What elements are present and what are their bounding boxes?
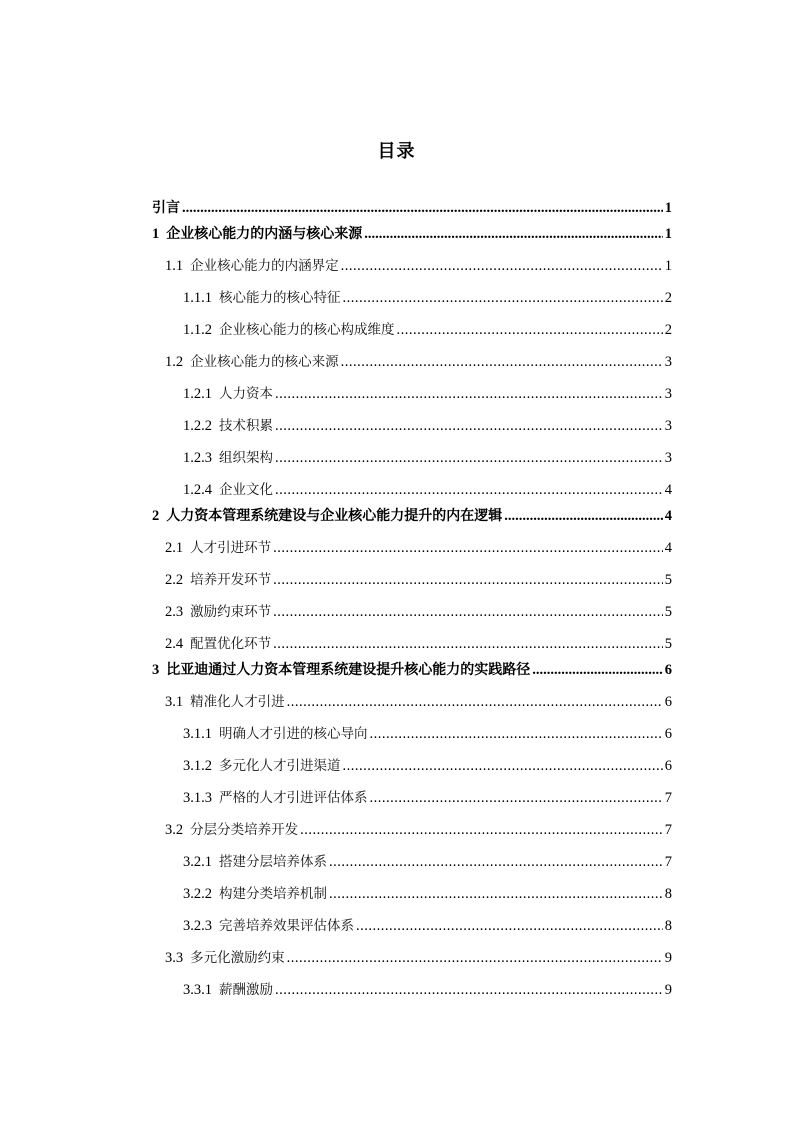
toc-entry-page: 3 [664,450,672,466]
dot-leader [341,257,663,275]
toc-entry-page: 3 [664,418,672,434]
dot-leader [275,449,663,467]
toc-entry-number: 1.1 [165,258,184,274]
toc-entry-page: 4 [664,482,672,498]
toc-entry-page: 4 [664,540,672,556]
toc-entry[interactable] [183,449,672,467]
toc-entry-title: 配置优化环节 [190,636,272,652]
toc-entry[interactable] [165,257,672,275]
dot-leader [275,981,663,999]
toc-entry-number: 3.2.2 [183,886,212,902]
toc-entry-page: 1 [664,258,672,274]
toc-entry-number: 2.1 [165,540,184,556]
toc-entry[interactable] [165,821,672,839]
toc-entry[interactable] [152,661,672,679]
dot-leader [273,571,663,589]
toc-entry-page: 8 [664,886,672,902]
toc-entry-number: 1.1.2 [183,322,212,338]
toc-entry-title: 人力资本 [219,386,273,402]
toc-entry-number: 1 [152,226,160,242]
toc-entry-number: 1.2.4 [183,482,212,498]
dot-leader [329,885,663,903]
dot-leader [329,853,663,871]
toc-entry-page: 8 [664,918,672,934]
toc-entry[interactable] [183,885,672,903]
toc-entry[interactable] [183,789,672,807]
toc-entry-title: 企业核心能力的内涵与核心来源 [166,226,363,242]
toc-entry[interactable] [183,917,672,935]
toc-entry-number: 2.3 [165,604,184,620]
toc-entry-number: 3.1 [165,694,184,710]
toc-entry-title: 培养开发环节 [190,572,272,588]
toc-entry-title: 比亚迪通过人力资本管理系统建设提升核心能力的实践路径 [166,662,531,678]
toc-entry-number: 2.4 [165,636,184,652]
toc-entry[interactable] [165,635,672,653]
toc-entry-number: 3.3.1 [183,982,212,998]
toc-entry-page: 6 [664,726,672,742]
dot-leader [364,225,663,243]
toc-entry[interactable] [183,417,672,435]
toc-entry-title: 企业核心能力的内涵界定 [190,258,339,274]
toc-entry-title: 分层分类培养开发 [190,822,299,838]
toc-entry-title: 严格的人才引进评估体系 [219,790,368,806]
toc-entry-page: 2 [664,290,672,306]
toc-entry-number: 2 [152,508,160,524]
dot-leader [370,725,664,743]
toc-entry-page: 7 [664,854,672,870]
toc-entry[interactable] [165,603,672,621]
toc-entry-number: 1.2 [165,354,184,370]
toc-entry[interactable] [183,289,672,307]
dot-leader [273,635,663,653]
toc-entry-page: 3 [664,386,672,402]
toc-entry-title: 核心能力的核心特征 [219,290,341,306]
dot-leader [287,949,663,967]
dot-leader [356,917,663,935]
toc-entry-number: 3.1.1 [183,726,212,742]
toc-entry-page: 1 [664,226,672,242]
dot-leader [287,693,663,711]
dot-leader [275,481,663,499]
toc-entry-title: 人才引进环节 [190,540,272,556]
dot-leader [504,507,663,525]
dot-leader [275,385,663,403]
toc-entry-page: 9 [664,950,672,966]
page-title: 目录 [377,141,416,162]
dot-leader [273,539,663,557]
toc-entry[interactable] [183,385,672,403]
toc-entry-title: 多元化激励约束 [190,950,285,966]
toc-entry[interactable] [183,481,672,499]
toc-entry-number: 3.1.3 [183,790,212,806]
dot-leader [370,789,664,807]
toc-entry-number: 1.2.2 [183,418,212,434]
toc-entry[interactable] [183,725,672,743]
toc-entry[interactable] [152,199,672,217]
toc-entry-title: 企业核心能力的核心来源 [190,354,339,370]
toc-entry-number: 3.1.2 [183,758,212,774]
toc-entry[interactable] [183,757,672,775]
toc-entry-title: 薪酬激励 [219,982,273,998]
toc-entry-number: 3.2.3 [183,918,212,934]
toc-entry-page: 5 [664,572,672,588]
toc-entry[interactable] [183,981,672,999]
toc-entry-title: 精准化人才引进 [190,694,285,710]
toc-entry-number: 3.3 [165,950,184,966]
toc-entry-title: 明确人才引进的核心导向 [219,726,368,742]
dot-leader [275,417,663,435]
toc-entry-title: 组织架构 [219,450,273,466]
toc-entry[interactable] [165,571,672,589]
toc-entry-page: 6 [664,662,672,678]
dot-leader [343,757,664,775]
toc-entry[interactable] [183,321,672,339]
toc-entry-page: 7 [664,790,672,806]
toc-entry-number: 3.2 [165,822,184,838]
dot-leader [343,289,664,307]
toc-entry-page: 5 [664,604,672,620]
toc-entry-page: 1 [664,200,672,216]
toc-entry-number: 2.2 [165,572,184,588]
toc-entry-page: 7 [664,822,672,838]
toc-entry[interactable] [165,949,672,967]
toc-entry-title: 完善培养效果评估体系 [219,918,354,934]
toc-entry[interactable] [165,693,672,711]
dot-leader [397,321,664,339]
toc-entry-page: 3 [664,354,672,370]
toc-entry-number: 1.2.3 [183,450,212,466]
toc-entry-title: 搭建分层培养体系 [219,854,327,870]
dot-leader [532,661,663,679]
toc-entry-title: 激励约束环节 [190,604,272,620]
toc-entry-title: 构建分类培养机制 [219,886,327,902]
dot-leader [273,603,663,621]
toc-entry-title: 多元化人才引进渠道 [219,758,341,774]
toc-entry-title: 企业核心能力的核心构成维度 [219,322,395,338]
toc-entry[interactable] [152,507,672,525]
toc-entry-page: 9 [664,982,672,998]
toc-entry-page: 5 [664,636,672,652]
toc-entry-title: 企业文化 [219,482,273,498]
toc-entry-number: 3.2.1 [183,854,212,870]
dot-leader [341,353,663,371]
dot-leader [182,199,663,217]
toc-entry-number: 1.1.1 [183,290,212,306]
toc-entry-page: 4 [664,508,672,524]
toc-entry[interactable] [165,539,672,557]
toc-entry[interactable] [152,225,672,243]
toc-entry[interactable] [165,353,672,371]
toc-entry-number: 1.2.1 [183,386,212,402]
toc-entry-title: 引言 [152,200,180,216]
toc-entry-page: 6 [664,694,672,710]
toc-entry-page: 6 [664,758,672,774]
toc-entry-number: 3 [152,662,160,678]
toc-entry-title: 技术积累 [219,418,273,434]
toc-entry[interactable] [183,853,672,871]
toc-entry-page: 2 [664,322,672,338]
toc-entry-title: 人力资本管理系统建设与企业核心能力提升的内在逻辑 [166,508,503,524]
dot-leader [300,821,663,839]
